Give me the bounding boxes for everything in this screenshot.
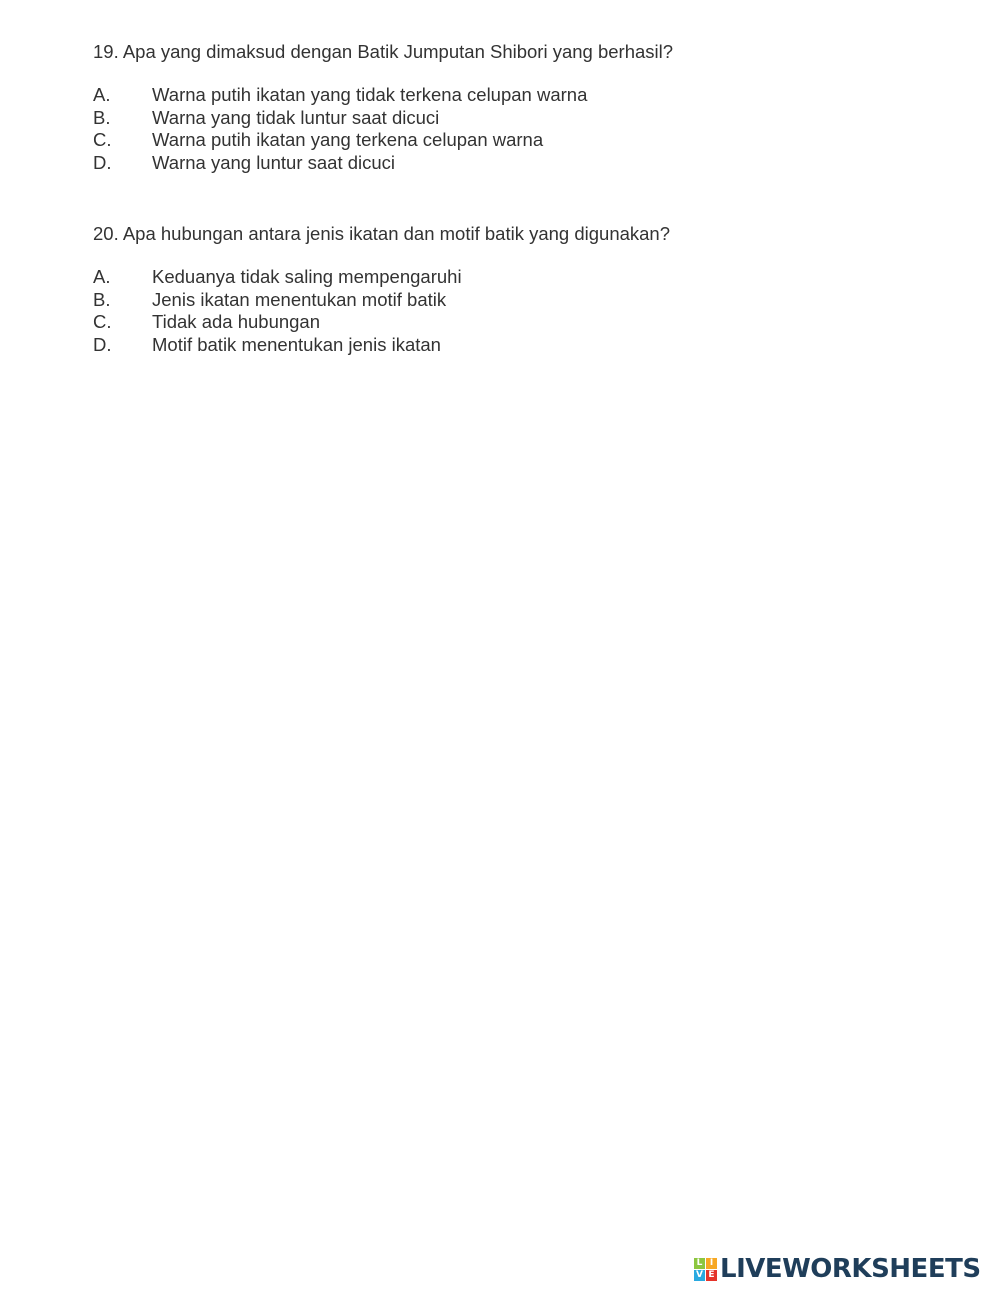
option-text: Tidak ada hubungan: [152, 311, 321, 333]
answer-option-c[interactable]: [93, 311, 913, 334]
answer-option-d[interactable]: [93, 152, 913, 175]
option-text: Warna putih ikatan yang tidak terkena celupan warna: [152, 84, 588, 105]
logo-mark-icon: [694, 1258, 717, 1281]
option-text: Jenis ikatan menentukan motif batik: [152, 288, 447, 310]
option-letter: C.: [93, 129, 112, 151]
logo-cell-l: L: [694, 1258, 705, 1269]
answer-option-b[interactable]: [93, 289, 913, 312]
question-20: [93, 222, 913, 357]
answer-options: [93, 84, 913, 175]
option-letter: B.: [93, 106, 111, 128]
logo-cell-i: I: [706, 1258, 717, 1269]
answer-options: [93, 266, 913, 357]
answer-option-d[interactable]: [93, 334, 913, 357]
answer-option-a[interactable]: [93, 84, 913, 107]
option-text: Motif batik menentukan jenis ikatan: [152, 334, 441, 356]
question-text: 20. Apa hubungan antara jenis ikatan dan motif batik yang digunakan?: [93, 223, 671, 244]
logo-wordmark: LIVEWORKSHEETS: [720, 1254, 981, 1284]
answer-option-c[interactable]: [93, 129, 913, 152]
option-letter: C.: [93, 311, 112, 333]
logo-cell-e: E: [706, 1270, 717, 1281]
logo-cell-v: V: [694, 1270, 705, 1281]
option-text: Warna yang luntur saat dicuci: [152, 152, 396, 174]
option-letter: A.: [93, 266, 111, 287]
option-text: Keduanya tidak saling mempengaruhi: [152, 266, 462, 287]
option-letter: B.: [93, 288, 111, 310]
option-text: Warna putih ikatan yang terkena celupan warna: [152, 129, 544, 151]
option-letter: A.: [93, 84, 111, 105]
question-19: [93, 40, 913, 175]
option-letter: D.: [93, 152, 112, 174]
answer-option-a[interactable]: [93, 266, 913, 289]
option-letter: D.: [93, 334, 112, 356]
question-text: 19. Apa yang dimaksud dengan Batik Jumputan Shibori yang berhasil?: [93, 41, 674, 62]
option-text: Warna yang tidak luntur saat dicuci: [152, 106, 440, 128]
liveworksheets-logo: [694, 1254, 981, 1284]
answer-option-b[interactable]: [93, 107, 913, 130]
